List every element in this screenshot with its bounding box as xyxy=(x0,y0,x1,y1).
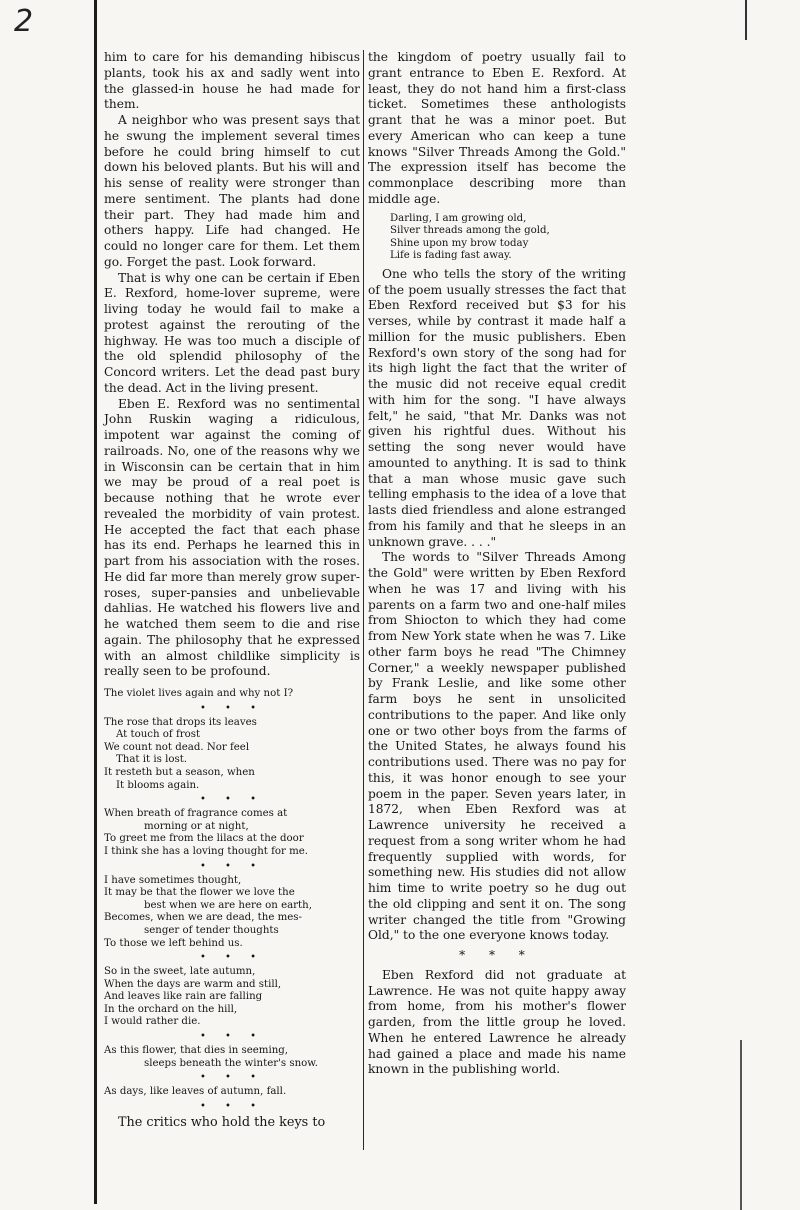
paragraph: him to care for his demanding hibiscus plants, took his ax and sadly went into the glassed-in house he had made for them. xyxy=(104,50,360,112)
section-separator: * * * xyxy=(459,948,535,963)
poem-stanza: As days, like leaves of autumn, fall. xyxy=(104,1086,287,1098)
right-column xyxy=(368,50,626,1078)
poem-stanza: When breath of fragrance comes at morning or at night, To greet me from the lilacs at the door I think she has a loving thought for me. xyxy=(104,808,309,857)
stanza-separator: • • • xyxy=(199,794,265,806)
stanza-separator: • • • xyxy=(199,1100,265,1112)
poem-stanza: So in the sweet, late autumn, When the days are warm and still, And leaves like rain are falling In the orchard on the hill, I would rather die. xyxy=(104,966,282,1028)
poem-stanza: As this flower, that dies in seeming, sleeps beneath the winter's snow. xyxy=(104,1045,319,1069)
paragraph: A neighbor who was present says that he swung the implement several times before he could bring himself to cut down his beloved plants. But his will and his sense of reality were stronger than mere sentiment. The plants had done their part. They had made him and others happy. Life had changed. He could no longer care for them. Let them go. Forget the past. Look forward. xyxy=(104,113,360,269)
stanza-separator: • • • xyxy=(199,1031,265,1043)
poem xyxy=(104,688,360,1113)
stanza-separator: • • • xyxy=(199,702,265,714)
column-divider xyxy=(363,50,364,1150)
poem-stanza: I have sometimes thought, It may be that the flower we love the best when we are here on earth, Becomes, when we are dead, the mes- senger of tender thoughts To those we left behind us. xyxy=(104,874,312,949)
right-margin-mark-lower xyxy=(740,1040,742,1210)
page-number: 2 xyxy=(14,4,34,39)
stanza-separator: • • • xyxy=(199,1072,265,1084)
stanza-separator: • • • xyxy=(199,860,265,872)
paragraph: Eben E. Rexford was no sentimental John Ruskin waging a ridiculous, impotent war against the coming of railroads. No, one of the reasons why we in Wisconsin can be certain that in him we may be proud of a real poet is because nothing that he wrote ever revealed the morbidity of vain protest. He accepted the fact that each phase has its end. Perhaps he learned this in part from his association with the roses. He did far more than merely grow super-roses, super-pansies and unbelievable dahlias. He watched his flowers live and he watched them seem to die and rise again. The philosophy that he expressed with an almost childlike simplicity is really seen to be profound. xyxy=(104,396,360,679)
poem-opening-line: The violet lives again and why not I? xyxy=(104,688,294,699)
left-column xyxy=(104,50,360,1131)
paragraph: Eben Rexford did not graduate at Lawrence. He was not quite happy away from home, from his mother's flower garden, from the little group he loved. When he entered Lawrence he already had gained a place and made his name known in the publishing world. xyxy=(368,967,626,1077)
poem-stanza: The rose that drops its leaves At touch of frost We count not dead. Nor feel That it is lost. It resteth but a season, when It blooms again. xyxy=(104,716,257,791)
closing-line: The critics who hold the keys to xyxy=(118,1114,326,1130)
paragraph: the kingdom of poetry usually fail to grant entrance to Eben E. Rexford. At least, they do not hand him a first-class ticket. Sometimes these anthologists grant that he was a minor poet. But every American who can keep a tune knows "Silver Threads Among the Gold." The expression itself has become the commonplace describing more than middle age. xyxy=(368,50,626,206)
paragraph: One who tells the story of the writing of the poem usually stresses the fact that Eben Rexford received but $3 for his verses, while by contrast it made half a million for the music publishers. Eben Rexford's own story of the song had for its high light the fact that the writer of the music did not receive equal credit with him for the song. "I have always felt," he said, "that Mr. Danks was not given his rightful dues. Without his setting the song never would have amounted to anything. It is sad to think that a man whose music gave such telling emphasis to the idea of a love that lasts died friendless and alone estranged from his family and that he sleeps in an unknown grave. . . ." xyxy=(368,266,626,549)
paragraph: That is why one can be certain if Eben E. Rexford, home-lover supreme, were living today he would fail to make a protest against the rerouting of the highway. He was too much a disciple of the old splendid philosophy of the Concord writers. Let the dead past bury the dead. Act in the living present. xyxy=(104,270,360,395)
paragraph: The words to "Silver Threads Among the Gold" were written by Eben Rexford when he was 17 and living with his parents on a farm two and one-half miles from Shiocton to which they had come from New York state when he was 7. Like other farm boys he read "The Chimney Corner," a weekly newspaper published by Frank Leslie, and like some other farm boys he sent in unsolicited contributions to the paper. And like only one or two other boys from the farms of the United States, he always found his contributions used. There was no pay for this, it was honor enough to see your poem in the paper. Seven years later, in 1872, when Eben Rexford was at Lawrence university he received a request from a song writer whom he had frequently supplied with words, for something new. His studies did not allow him time to write poetry so he dug out the old clipping and sent it on. The song writer changed the title from "Growing Old," to the one everyone knows today. xyxy=(368,550,626,943)
song-verse: Darling, I am growing old, Silver threads among the gold, Shine upon my brow today Life is fading fast away. xyxy=(390,212,550,262)
right-margin-mark xyxy=(745,0,747,40)
left-margin-rule xyxy=(94,0,97,1204)
stanza-separator: • • • xyxy=(199,952,265,964)
